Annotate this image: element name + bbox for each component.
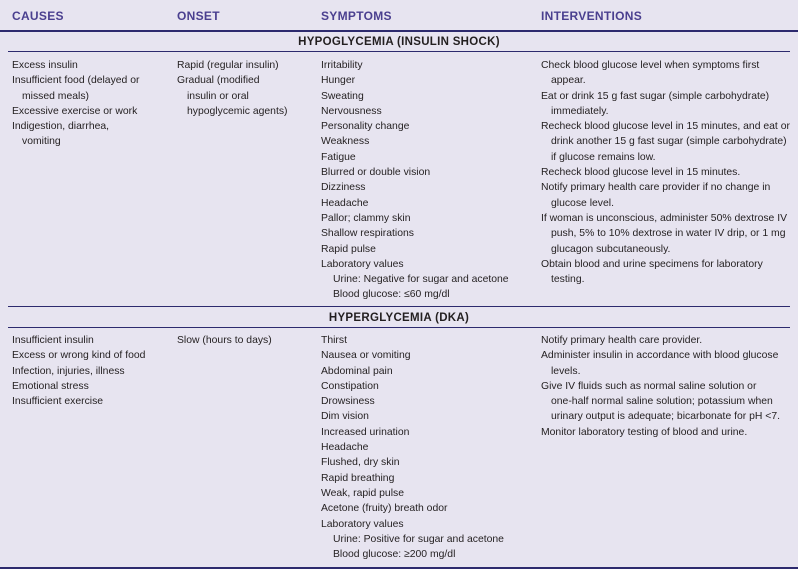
list-item: Hunger xyxy=(321,75,356,87)
list-item: Thirst xyxy=(321,335,347,346)
header-interventions: INTERVENTIONS xyxy=(541,9,643,23)
list-item: Drowsiness xyxy=(321,396,375,408)
header-onset: ONSET xyxy=(177,9,220,23)
list-item: Insufficient insulin xyxy=(12,335,94,346)
list-item: Obtain blood and urine specimens for laboratory xyxy=(541,258,763,270)
list-item: Urine: Negative for sugar and acetone xyxy=(333,274,509,286)
list-item: insulin or oral xyxy=(187,90,249,102)
hypo-interventions xyxy=(541,58,790,287)
table-header xyxy=(0,0,798,32)
hyper-interventions xyxy=(541,333,780,440)
list-item: Infection, injuries, illness xyxy=(12,365,125,377)
list-item: Give IV fluids such as normal saline solution or xyxy=(541,380,757,392)
list-item: urinary output is adequate; bicarbonate for pH <7. xyxy=(551,411,781,423)
hyper-symptoms xyxy=(321,333,504,562)
list-item: testing. xyxy=(551,274,585,286)
hyper-onset xyxy=(177,333,272,348)
header-causes: CAUSES xyxy=(12,9,64,23)
list-item: vomiting xyxy=(22,136,61,148)
list-item: Irritability xyxy=(321,60,363,71)
list-item: Insufficient exercise xyxy=(12,396,104,408)
list-item: Nervousness xyxy=(321,105,382,117)
hypo-title: HYPOGLYCEMIA (INSULIN SHOCK) xyxy=(298,36,500,48)
list-item: one-half normal saline solution; potassium when xyxy=(551,396,773,408)
list-item: levels. xyxy=(551,365,581,377)
list-item: Gradual (modified xyxy=(177,75,260,87)
list-item: Insufficient food (delayed or xyxy=(12,75,140,87)
list-item: Dizziness xyxy=(321,182,366,194)
list-item: Abdominal pain xyxy=(321,365,393,377)
hypo-symptoms xyxy=(321,58,509,303)
list-item: Weak, rapid pulse xyxy=(321,487,404,499)
list-item: Dim vision xyxy=(321,411,369,423)
list-item: Pallor; clammy skin xyxy=(321,212,411,224)
list-item: Rapid breathing xyxy=(321,472,395,484)
list-item: push, 5% to 10% dextrose in water IV drip, or 1 mg xyxy=(551,228,786,240)
list-item: Urine: Positive for sugar and acetone xyxy=(333,533,504,545)
list-item: Notify primary health care provider if no change in xyxy=(541,182,771,194)
list-item: If woman is unconscious, administer 50% dextrose IV xyxy=(541,212,788,224)
list-item: Excess insulin xyxy=(12,60,78,71)
list-item: Recheck blood glucose level in 15 minutes. xyxy=(541,167,741,179)
list-item: Rapid pulse xyxy=(321,243,376,255)
list-item: Headache xyxy=(321,197,369,209)
list-item: Emotional stress xyxy=(12,380,89,392)
hypo-causes xyxy=(12,58,139,150)
list-item: Rapid (regular insulin) xyxy=(177,60,279,71)
list-item: Blood glucose: ≤60 mg/dl xyxy=(333,289,450,301)
list-item: Administer insulin in accordance with blood glucose xyxy=(541,350,779,362)
list-item: Constipation xyxy=(321,380,379,392)
list-item: Laboratory values xyxy=(321,518,404,530)
list-item: appear. xyxy=(551,75,586,87)
list-item: immediately. xyxy=(551,105,609,117)
list-item: Indigestion, diarrhea, xyxy=(12,121,110,133)
list-item: Increased urination xyxy=(321,426,410,438)
hyper-causes xyxy=(12,333,145,409)
list-item: Shallow respirations xyxy=(321,228,414,240)
list-item: Excess or wrong kind of food xyxy=(12,350,146,362)
hyper-top-rule xyxy=(8,306,790,307)
hyper-rule xyxy=(8,327,790,328)
list-item: Personality change xyxy=(321,121,410,133)
hypo-rule xyxy=(8,51,790,52)
list-item: Recheck blood glucose level in 15 minutes, and eat or xyxy=(541,121,790,133)
list-item: missed meals) xyxy=(22,90,89,102)
list-item: Weakness xyxy=(321,136,370,148)
list-item: glucagon subcutaneously. xyxy=(551,243,671,255)
list-item: Monitor laboratory testing of blood and urine. xyxy=(541,426,748,438)
list-item: if glucose remains low. xyxy=(551,151,656,163)
list-item: Laboratory values xyxy=(321,258,404,270)
list-item: Sweating xyxy=(321,90,364,102)
list-item: Eat or drink 15 g fast sugar (simple carbohydrate) xyxy=(541,90,770,102)
list-item: Excessive exercise or work xyxy=(12,105,138,117)
header-symptoms: SYMPTOMS xyxy=(321,9,392,23)
list-item: Acetone (fruity) breath odor xyxy=(321,503,448,515)
list-item: Headache xyxy=(321,442,369,454)
list-item: hypoglycemic agents) xyxy=(187,105,288,117)
list-item: Slow (hours to days) xyxy=(177,335,272,346)
list-item: Fatigue xyxy=(321,151,356,163)
list-item: Check blood glucose level when symptoms first xyxy=(541,60,760,71)
hyper-title: HYPERGLYCEMIA (DKA) xyxy=(328,312,470,324)
list-item: Nausea or vomiting xyxy=(321,350,411,362)
list-item: Blood glucose: ≥200 mg/dl xyxy=(333,549,456,561)
list-item: Blurred or double vision xyxy=(321,167,431,179)
list-item: Notify primary health care provider. xyxy=(541,335,703,346)
list-item: Flushed, dry skin xyxy=(321,457,400,469)
list-item: drink another 15 g fast sugar (simple carbohydrate) xyxy=(551,136,787,148)
hypo-onset xyxy=(177,58,288,119)
list-item: glucose level. xyxy=(551,197,614,209)
